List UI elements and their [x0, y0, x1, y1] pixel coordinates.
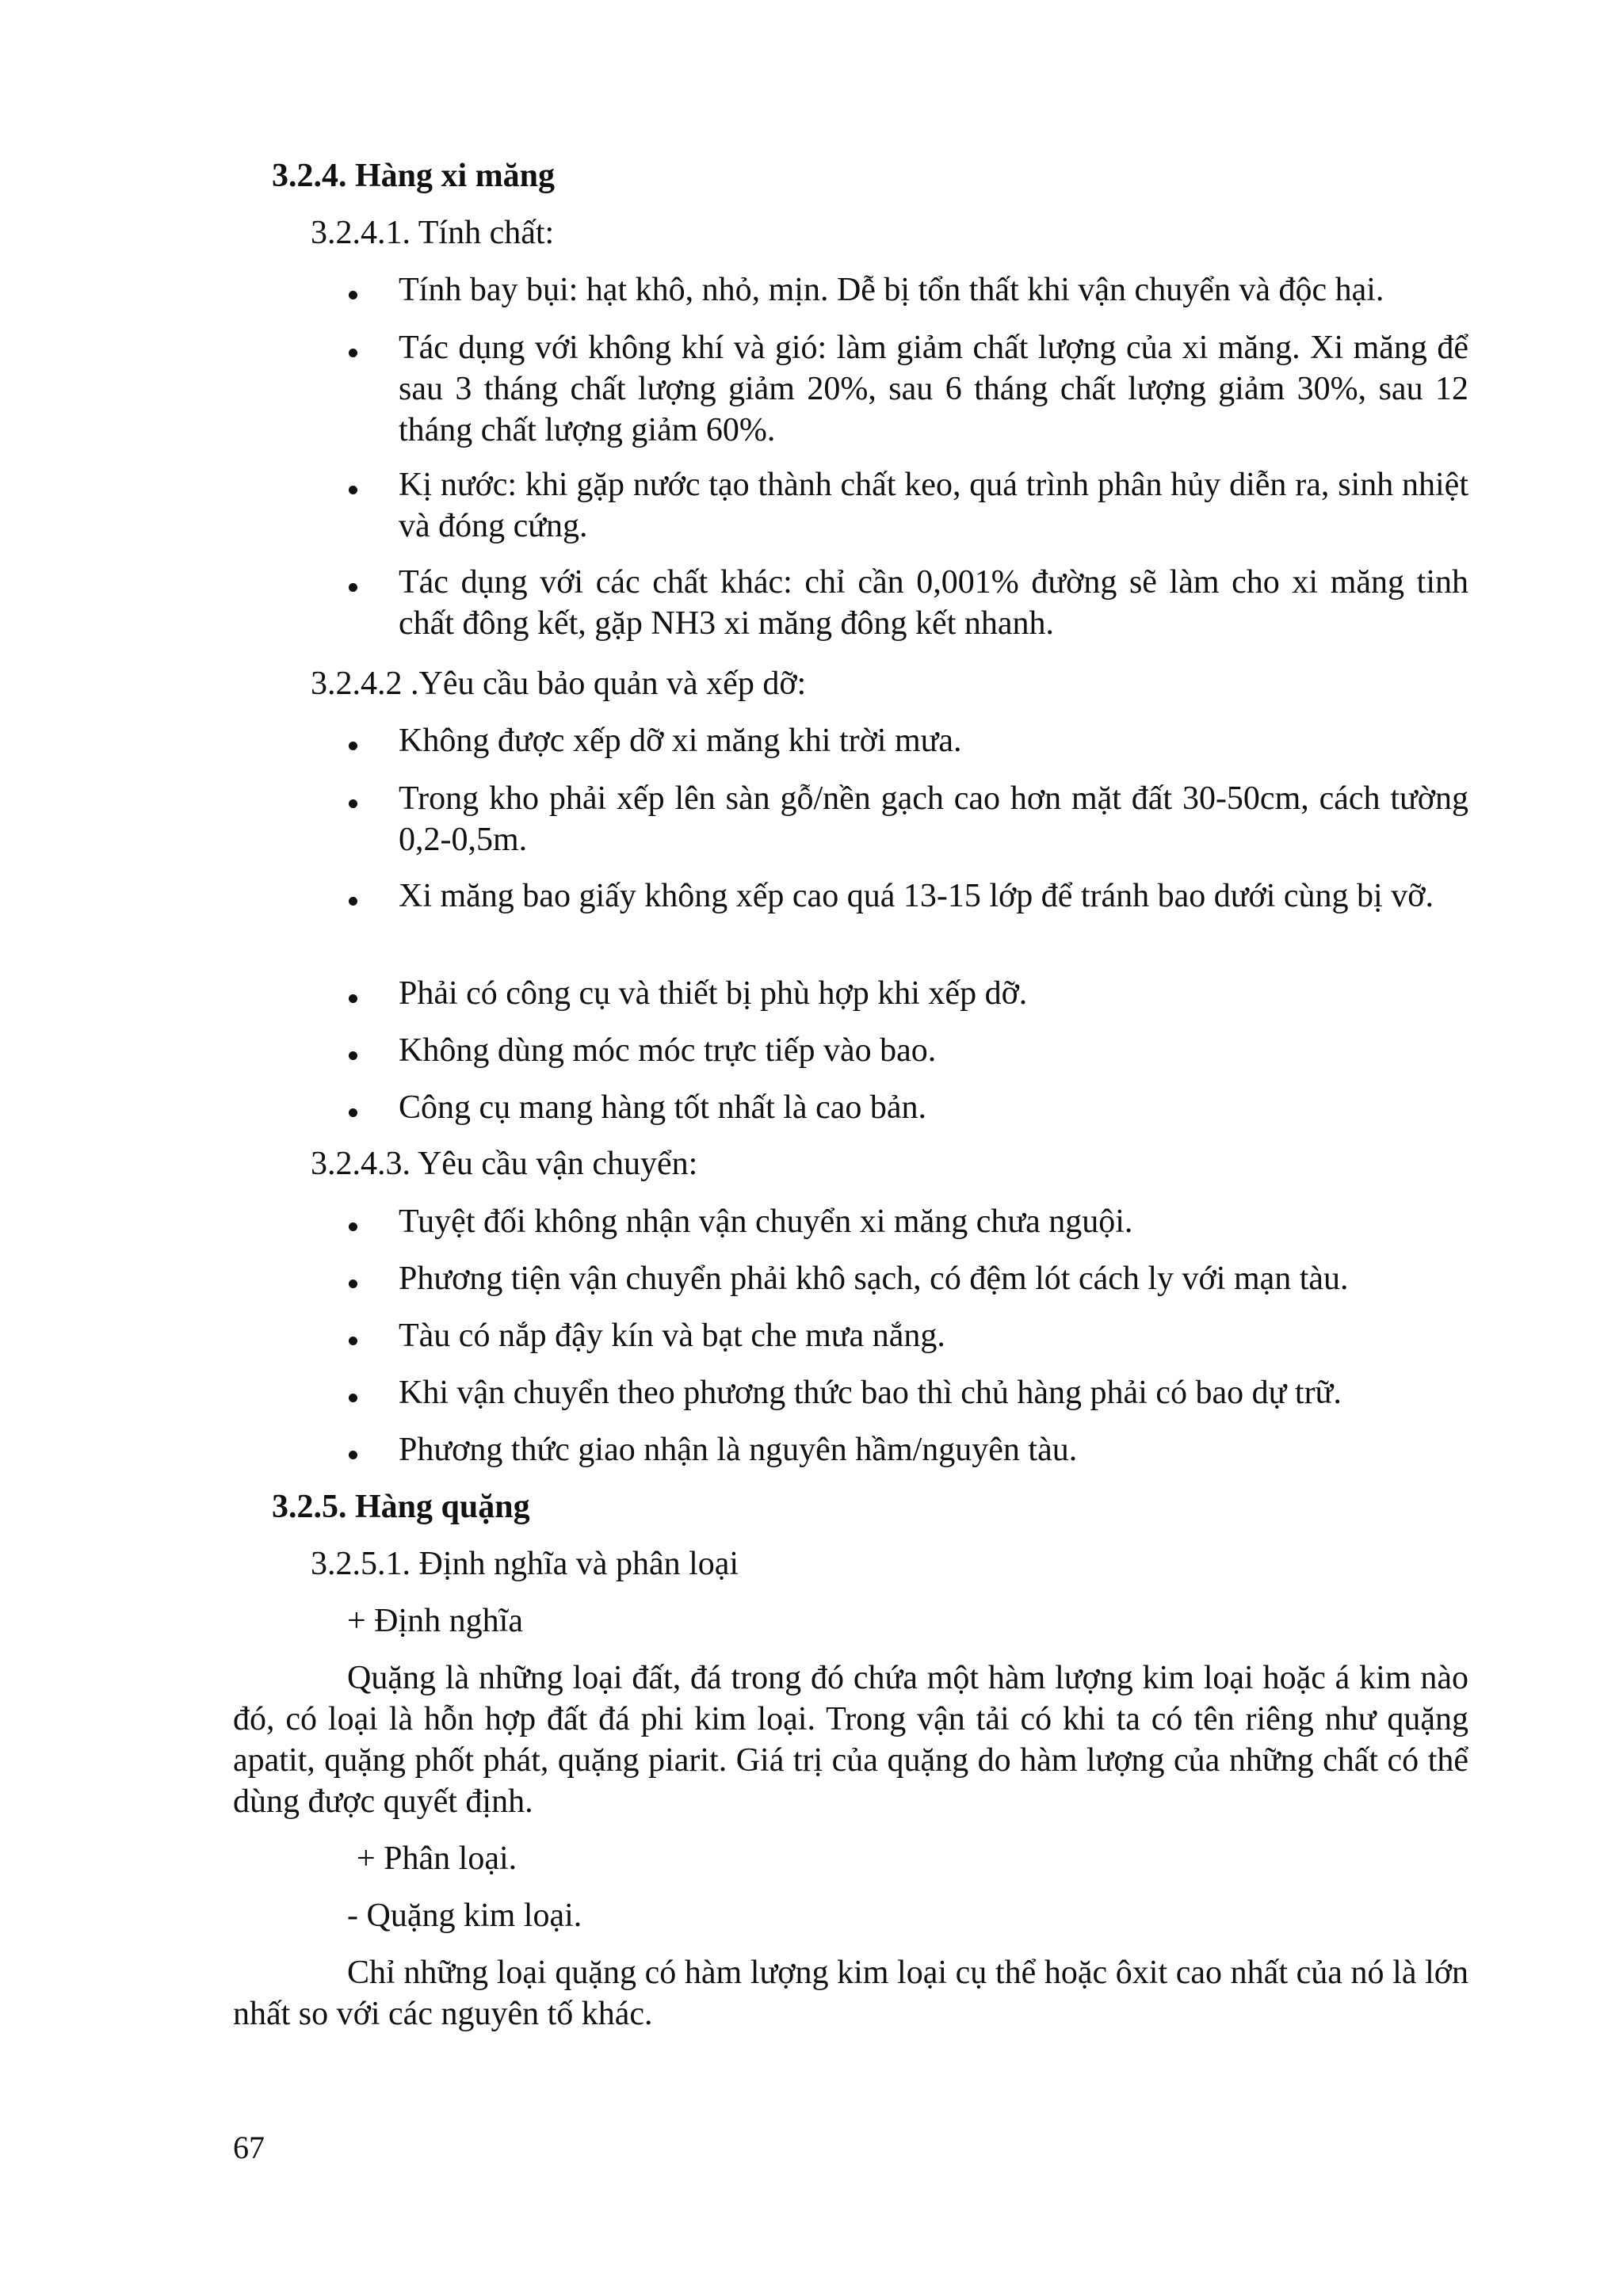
metal-ore-paragraph: Chỉ những loại quặng có hàm lượng kim loại cụ thể hoặc ôxit cao nhất của nó là lớn nhất so với các nguyên tố khác.: [233, 1955, 1468, 2032]
section-heading-324: 3.2.4. Hàng xi măng: [272, 158, 556, 194]
bullet-icon: [349, 291, 357, 299]
page-number: 67: [233, 2130, 265, 2165]
list-item: Công cụ mang hàng tốt nhất là cao bản.: [399, 1089, 926, 1126]
definition-label: + Định nghĩa: [347, 1603, 523, 1639]
list-item: Phương thức giao nhận là nguyên hầm/nguyên tàu.: [399, 1432, 1078, 1468]
bullet-icon: [349, 994, 357, 1003]
list-item: Phương tiện vận chuyển phải khô sạch, có đệm lót cách ly với mạn tàu.: [399, 1261, 1349, 1297]
bullet-icon: [349, 583, 357, 592]
list-item: Tính bay bụi: hạt khô, nhỏ, mịn. Dễ bị tổn thất khi vận chuyển và độc hại.: [399, 272, 1384, 308]
bullet-icon: [349, 1051, 357, 1060]
definition-paragraph: Quặng là những loại đất, đá trong đó chứa một hàm lượng kim loại hoặc á kim nào đó, có loại là hỗn hợp đất đá phi kim loại. Trong vận tải có khi ta có tên riêng như quặng apatit, quặng phốt phát, quặng piarit. Giá trị của quặng do hàm lượng của những chất có thể dùng được quyết định.: [233, 1660, 1468, 1820]
metal-ore-label: - Quặng kim loại.: [347, 1897, 582, 1934]
list-item: Xi măng bao giấy không xếp cao quá 13-15 lớp để tránh bao dưới cùng bị vỡ.: [399, 878, 1434, 914]
bullet-icon: [349, 1451, 357, 1459]
classification-label: + Phân loại.: [357, 1840, 517, 1877]
section-heading-325: 3.2.5. Hàng quặng: [272, 1489, 530, 1525]
subsection-title-3242: 3.2.4.2 .Yêu cầu bảo quản và xếp dỡ:: [311, 666, 807, 702]
subsection-title-3241: 3.2.4.1. Tính chất:: [311, 215, 555, 251]
bullet-icon: [349, 486, 357, 494]
bullet-icon: [349, 1280, 357, 1288]
list-item: Tàu có nắp đậy kín và bạt che mưa nắng.: [399, 1318, 945, 1354]
list-item: Tuyệt đối không nhận vận chuyển xi măng chưa nguội.: [399, 1203, 1133, 1240]
bullet-icon: [349, 1337, 357, 1345]
bullet-icon: [349, 1394, 357, 1402]
bullet-icon: [349, 1222, 357, 1231]
bullet-icon: [349, 1108, 357, 1117]
subsection-title-3251: 3.2.5.1. Định nghĩa và phân loại: [311, 1546, 739, 1582]
bullet-icon: [349, 349, 357, 357]
list-item: Không được xếp dỡ xi măng khi trời mưa.: [399, 723, 962, 759]
bullet-icon: [349, 897, 357, 906]
list-item: Kị nước: khi gặp nước tạo thành chất keo, quá trình phân hủy diễn ra, sinh nhiệt và đóng cứng.: [399, 467, 1468, 544]
list-item: Trong kho phải xếp lên sàn gỗ/nền gạch cao hơn mặt đất 30-50cm, cách tường 0,2-0,5m.: [399, 780, 1468, 858]
bullet-icon: [349, 742, 357, 750]
list-item: Khi vận chuyển theo phương thức bao thì chủ hàng phải có bao dự trữ.: [399, 1375, 1342, 1411]
bullet-icon: [349, 799, 357, 808]
subsection-title-3243: 3.2.4.3. Yêu cầu vận chuyển:: [311, 1146, 698, 1182]
list-item: Không dùng móc móc trực tiếp vào bao.: [399, 1032, 937, 1069]
list-item: Tác dụng với không khí và gió: làm giảm chất lượng của xi măng. Xi măng để sau 3 tháng chất lượng giảm 20%, sau 6 tháng chất lượng giảm 30%, sau 12 tháng chất lượng giảm 60%.: [399, 330, 1468, 448]
list-item: Phải có công cụ và thiết bị phù hợp khi xếp dỡ.: [399, 975, 1028, 1012]
list-item: Tác dụng với các chất khác: chỉ cần 0,001% đường sẽ làm cho xi măng tinh chất đông kết, gặp NH3 xi măng đông kết nhanh.: [399, 564, 1468, 642]
